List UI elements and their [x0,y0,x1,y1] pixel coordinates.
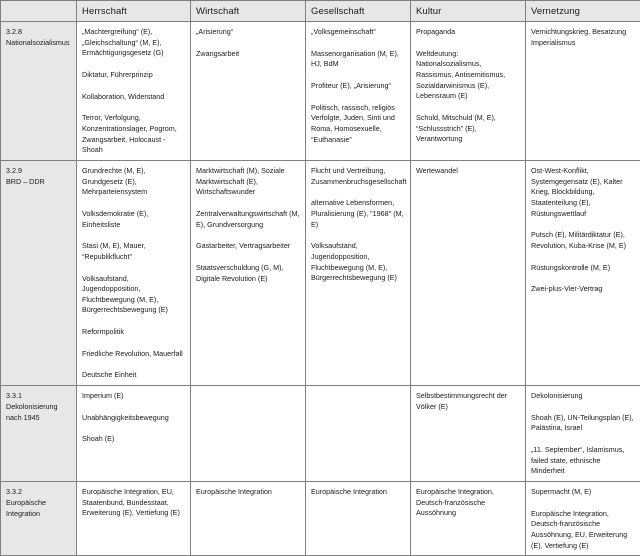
header-cell-topic [1,1,77,22]
cell-gesellschaft [306,482,411,556]
header-cell-gesellschaft: Gesellschaft [306,1,411,22]
cell-block: Zwangsarbeit [196,49,300,60]
cell-block: Vernichtungskrieg, Besatzung Imperialismus [531,27,635,48]
cell-block: Europäische Integration, Deutsch-französische Aussöhnung [416,487,520,519]
cell-block: Deutsche Einheit [82,370,185,381]
cell-block: Shoah (E) [82,434,185,445]
cell-block: Flucht und Vertreibung, Zusammenbruchsgesellschaft [311,166,405,187]
cell-herrschaft [77,22,191,161]
cell-block: Volksdemokratie (E), Einheitsliste [82,209,185,230]
cell-block: Politisch, rassisch, religiös Verfolgte, Juden, Sinti und Roma, Homosexuelle, “Euthanasie” [311,103,405,146]
table-row [1,386,640,482]
cell-block: Profiteur (E), „Arisierung“ [311,81,405,92]
header-row [1,1,640,22]
cell-kultur [411,482,526,556]
header-cell-wirtschaft: Wirtschaft [191,1,306,22]
cell-kultur [411,22,526,161]
cell-block: Shoah (E), UN-Teilungsplan (E), Palästina, Israel [531,413,635,434]
cell-block: Volksaufstand, Jugendopposition, Fluchtbewegung (M, E), Bürgerrechtsbewegung (E) [82,274,185,317]
cell-kultur [411,160,526,385]
topic-code: 3.2.8 [6,27,71,38]
cell-vernetzung [526,22,640,161]
cell-gesellschaft [306,386,411,482]
cell-block: Weltdeutung: Nationalsozialismus, Rassismus, Antisemitismus, Sozialdarwinismus (E), Lebensraum (E) [416,49,520,102]
cell-block: Zwei-plus-Vier-Vertrag [531,284,635,295]
cell-block: Kollaboration, Widerstand [82,92,185,103]
cell-block: Staatsverschuldung (G, M), Digitale Revolution (E) [196,263,300,284]
cell-block: Selbstbestimmungsrecht der Völker (E) [416,391,520,412]
table-row [1,160,640,385]
cell-block: Reformpolitik [82,327,185,338]
cell-block: Massenorganisation (M, E), HJ, BdM [311,49,405,70]
header-cell-kultur: Kultur [411,1,526,22]
cell-block: Marktwirtschaft (M), Soziale Marktwirtschaft (E), Wirtschaftswunder [196,166,300,198]
topic-cell [1,482,77,556]
cell-gesellschaft [306,160,411,385]
cell-block: Friedliche Revolution, Mauerfall [82,349,185,360]
topic-title: Nationalsozialismus [6,38,71,49]
cell-block: Europäische Integration [311,487,405,498]
cell-kultur [411,386,526,482]
topic-code: 3.2.9 [6,166,71,177]
cell-block: Ost-West-Konflikt, Systemgegensatz (E), Kalter Krieg, Blockbildung, Staatenteilung (E), Rüstungswettlauf [531,166,635,219]
cell-block: Diktatur, Führerprinzip [82,70,185,81]
header-cell-herrschaft: Herrschaft [77,1,191,22]
cell-block: Dekolonisierung [531,391,635,402]
cell-block: Rüstungskontrolle (M, E) [531,263,635,274]
topic-code: 3.3.1 [6,391,71,402]
cell-gesellschaft [306,22,411,161]
cell-block: Grundrechte (M, E), Grundgesetz (E), Mehrparteiensystem [82,166,185,198]
cell-block: Volksaufstand, Jugendopposition, Fluchtbewegung (M, E), Bürgerrechtsbewegung (E) [311,241,405,284]
topic-title: Europäische Integration [6,498,71,520]
table-row [1,482,640,556]
topic-title: Dekolonisierung nach 1945 [6,402,71,424]
cell-block: Schuld, Mitschuld (M, E), “Schlussstrich” (E), Verantwortung [416,113,520,145]
cell-block: Europäische Integration [196,487,300,498]
cell-block: Stasi (M, E), Mauer, “Republikflucht” [82,241,185,262]
cell-block: Imperium (E) [82,391,185,402]
header-cell-vernetzung: Vernetzung [526,1,640,22]
cell-block: alternative Lebensformen, Pluralisierung (E), "1968" (M, E) [311,198,405,230]
topic-cell [1,386,77,482]
cell-block: Europäische Integration, EU, Staatenbund, Bundesstaat, Erweiterung (E), Vertiefung (E) [82,487,185,519]
cell-wirtschaft [191,386,306,482]
cell-wirtschaft [191,22,306,161]
cell-block: Zentralverwaltungswirtschaft (M, E), Grundversorgung [196,209,300,230]
cell-block: Wertewandel [416,166,520,177]
cell-herrschaft [77,482,191,556]
topic-cell [1,160,77,385]
cell-block: Putsch (E), Militärdiktatur (E), Revolution, Kuba-Krise (M, E) [531,230,635,251]
topic-code: 3.3.2 [6,487,71,498]
cell-block: Europäische Integration, Deutsch-französische Aussöhnung, EU, Erweiterung (E), Vertiefung (E) [531,509,635,552]
cell-block: Terror, Verfolgung, Konzentrationslager, Pogrom, Zwangsarbeit, Holocaust - Shoah [82,113,185,156]
cell-vernetzung [526,482,640,556]
cell-block: Propaganda [416,27,520,38]
cell-block: Gastarbeiter, Vertragsarbeiter [196,241,300,252]
cell-wirtschaft [191,160,306,385]
topic-cell [1,22,77,161]
cell-block: Supermacht (M, E) [531,487,635,498]
topic-title: BRD – DDR [6,177,71,188]
table-header [1,1,640,22]
cell-vernetzung [526,386,640,482]
cell-block: „11. September“, Islamismus, failed state, ethnische Minderheit [531,445,635,477]
cell-block: „Volksgemeinschaft“ [311,27,405,38]
cell-vernetzung [526,160,640,385]
cell-herrschaft [77,160,191,385]
cell-block: „Machtergreifung“ (E), „Gleichschaltung“ (M, E), Ermächtigungsgesetz (G) [82,27,185,59]
cell-block: Unabhängigkeitsbewegung [82,413,185,424]
cell-wirtschaft [191,482,306,556]
table-body [1,22,640,556]
cell-block: „Arisierung“ [196,27,300,38]
cell-herrschaft [77,386,191,482]
table-row [1,22,640,161]
